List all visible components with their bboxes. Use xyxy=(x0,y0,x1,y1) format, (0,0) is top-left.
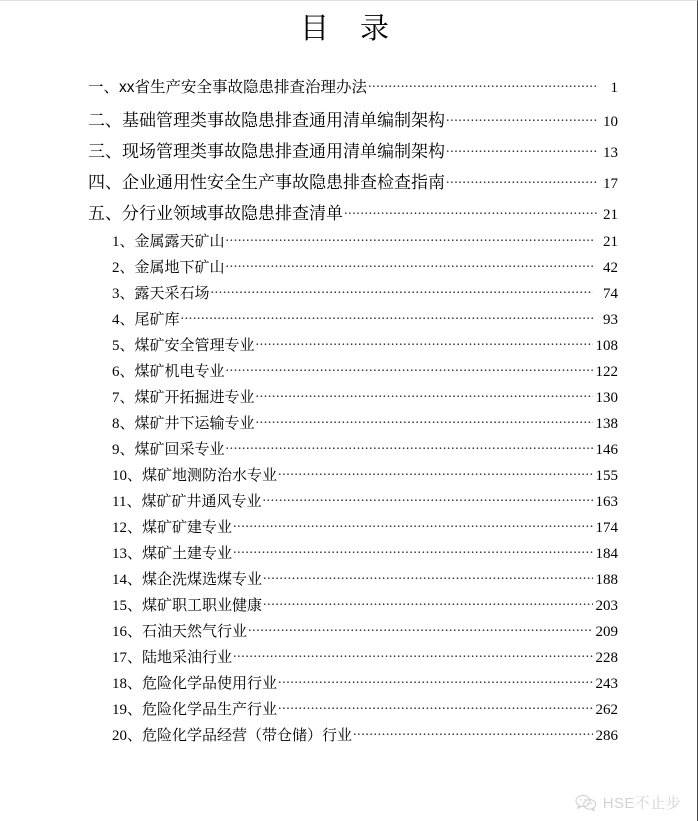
toc-leader-dots xyxy=(248,621,593,636)
toc-entry-label: 11、煤矿矿井通风专业 xyxy=(112,494,262,510)
toc-entry[interactable] xyxy=(0,412,690,438)
toc-entry-label: 四、企业通用性安全生产事故隐患排查检查指南 xyxy=(88,173,445,192)
toc-leader-dots xyxy=(446,140,597,157)
toc-entry-label: 五、分行业领域事故隐患排查清单 xyxy=(88,204,343,223)
toc-entry-page-number: 1 xyxy=(610,80,618,96)
toc-entry-page-number: 184 xyxy=(595,546,618,562)
toc-leader-dots xyxy=(226,231,593,246)
toc-entry-label: 19、危险化学品生产行业 xyxy=(112,702,278,718)
toc-leader-dots xyxy=(446,171,597,188)
toc-entry-label: 9、煤矿回采专业 xyxy=(112,442,225,458)
toc-entry[interactable] xyxy=(0,256,690,282)
toc-leader-dots xyxy=(278,699,593,714)
toc-entry-label: 5、煤矿安全管理专业 xyxy=(112,338,255,354)
toc-entry-label: 10、煤矿地测防治水专业 xyxy=(112,468,278,484)
toc-entry[interactable] xyxy=(0,168,690,199)
toc-entry-page-number: 188 xyxy=(595,572,618,588)
toc-entry-page-number: 108 xyxy=(595,338,618,354)
toc-leader-dots xyxy=(233,543,593,558)
toc-entry-page-number: 93 xyxy=(603,312,618,328)
toc-entry-page-number: 163 xyxy=(595,494,618,510)
toc-entry[interactable] xyxy=(0,620,690,646)
toc-entry[interactable] xyxy=(0,75,690,106)
toc-leader-dots xyxy=(256,413,593,428)
toc-entry[interactable] xyxy=(0,386,690,412)
toc-entry-page-number: 130 xyxy=(595,390,618,406)
toc-entry-page-number: 21 xyxy=(603,207,618,223)
toc-entry-page-number: 10 xyxy=(603,114,618,130)
toc-entry[interactable] xyxy=(0,137,690,168)
toc-entry[interactable] xyxy=(0,464,690,490)
toc-entry[interactable] xyxy=(0,594,690,620)
toc-entry[interactable] xyxy=(0,334,690,360)
watermark xyxy=(575,792,681,813)
toc-entry-page-number: 209 xyxy=(595,624,618,640)
toc-leader-dots xyxy=(233,517,593,532)
toc-entry-label: 17、陆地采油行业 xyxy=(112,650,233,666)
toc-entry[interactable] xyxy=(0,490,690,516)
toc-entry[interactable] xyxy=(0,646,690,672)
toc-entry-page-number: 174 xyxy=(595,520,618,536)
toc-leader-dots xyxy=(211,283,593,298)
toc-entry[interactable] xyxy=(0,438,690,464)
toc-entry-label: 二、基础管理类事故隐患排查通用清单编制架构 xyxy=(88,111,445,130)
toc-entry-page-number: 13 xyxy=(603,145,618,161)
toc-entry[interactable] xyxy=(0,360,690,386)
toc-entry-label: 14、煤企洗煤选煤专业 xyxy=(112,572,263,588)
toc-entry-label: 12、煤矿矿建专业 xyxy=(112,520,233,536)
toc-leader-dots xyxy=(233,647,593,662)
toc-leader-dots xyxy=(226,257,593,272)
toc-leader-dots xyxy=(278,673,593,688)
toc-entry-label: 6、煤矿机电专业 xyxy=(112,364,225,380)
toc-leader-dots xyxy=(256,335,593,350)
toc-entry-page-number: 74 xyxy=(603,286,618,302)
toc-leader-dots xyxy=(262,491,593,506)
toc-leader-dots xyxy=(226,439,593,454)
toc-entry-page-number: 17 xyxy=(603,176,618,192)
toc-entry-page-number: 228 xyxy=(595,650,618,666)
toc-entry-page-number: 243 xyxy=(595,676,618,692)
toc-entry[interactable] xyxy=(0,542,690,568)
watermark-text: HSE不止步 xyxy=(602,795,681,812)
toc-entry-label: 15、煤矿职工职业健康 xyxy=(112,598,263,614)
toc-entry[interactable] xyxy=(0,568,690,594)
toc-entry-label: 1、金属露天矿山 xyxy=(112,234,225,250)
toc-entry-label: 20、危险化学品经营（带仓储）行业 xyxy=(112,728,353,744)
toc-entry-label: 18、危险化学品使用行业 xyxy=(112,676,278,692)
toc-entry[interactable] xyxy=(0,724,690,750)
toc-entry[interactable] xyxy=(0,516,690,542)
toc-entry-page-number: 146 xyxy=(595,442,618,458)
toc-entry-label: 4、尾矿库 xyxy=(112,312,180,328)
toc-entry-page-number: 21 xyxy=(603,234,618,250)
toc-entry-page-number: 42 xyxy=(603,260,618,276)
toc-entry[interactable] xyxy=(0,282,690,308)
toc-leader-dots xyxy=(181,309,593,324)
toc-entry-label: 7、煤矿开拓掘进专业 xyxy=(112,390,255,406)
toc-entry[interactable] xyxy=(0,106,690,137)
toc-leader-dots xyxy=(353,725,593,740)
toc-entry[interactable] xyxy=(0,199,690,230)
toc-leader-dots xyxy=(263,569,593,584)
toc-entry-label: 13、煤矿土建专业 xyxy=(112,546,233,562)
toc-entry-label: 一、xx省生产安全事故隐患排查治理办法 xyxy=(88,79,368,96)
toc-entry-page-number: 203 xyxy=(595,598,618,614)
toc-entry-page-number: 155 xyxy=(595,468,618,484)
wechat-logo-icon xyxy=(575,794,597,812)
toc-leader-dots xyxy=(344,202,597,219)
toc-entry-page-number: 262 xyxy=(595,702,618,718)
toc-leader-dots xyxy=(256,387,593,402)
page-title: 目 录 xyxy=(299,13,390,45)
toc-leader-dots xyxy=(446,109,597,126)
toc-entry-page-number: 122 xyxy=(595,364,618,380)
toc-entry[interactable] xyxy=(0,698,690,724)
toc-entry[interactable] xyxy=(0,308,690,334)
toc-entry-label: 三、现场管理类事故隐患排查通用清单编制架构 xyxy=(88,142,445,161)
toc-entry-label: 3、露天采石场 xyxy=(112,286,210,302)
table-of-contents xyxy=(0,75,690,750)
toc-leader-dots xyxy=(226,361,593,376)
toc-entry[interactable] xyxy=(0,230,690,256)
toc-entry-page-number: 138 xyxy=(595,416,618,432)
toc-entry[interactable] xyxy=(0,672,690,698)
toc-entry-page-number: 286 xyxy=(595,728,618,744)
toc-leader-dots xyxy=(368,77,597,93)
toc-entry-label: 16、石油天然气行业 xyxy=(112,624,248,640)
toc-entry-label: 2、金属地下矿山 xyxy=(112,260,225,276)
toc-leader-dots xyxy=(278,465,593,480)
toc-entry-label: 8、煤矿井下运输专业 xyxy=(112,416,255,432)
toc-leader-dots xyxy=(263,595,593,610)
